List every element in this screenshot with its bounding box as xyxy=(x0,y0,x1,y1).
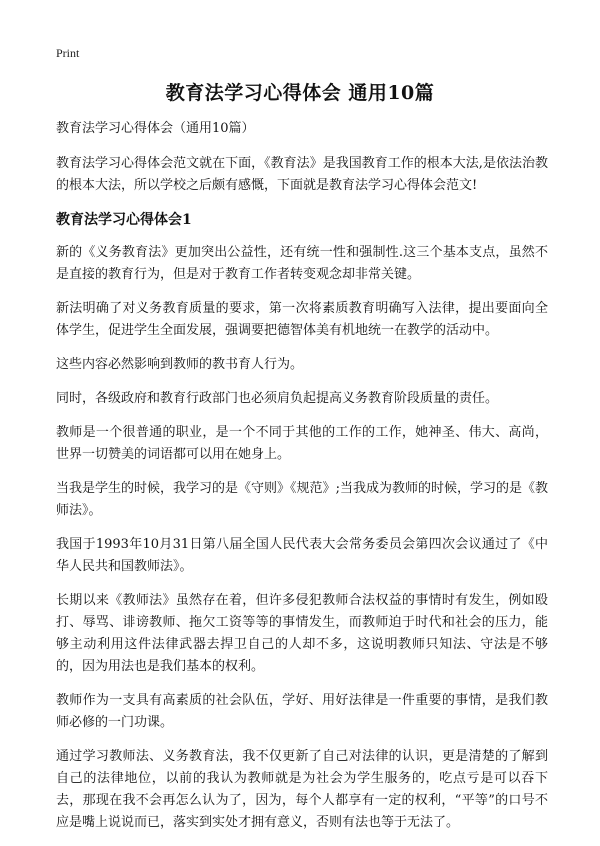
body-paragraph: 教师作为一支具有高素质的社会队伍，学好、用好法律是一件重要的事情，是我们教师必修的一门功课。 xyxy=(56,693,548,730)
body-paragraph: 通过学习教师法、义务教育法，我不仅更新了自己对法律的认识，更是清楚的了解到自己的法律地位，以前的我认为教师就是为社会为学生服务的，吃点亏是可以吞下去，那现在我不会再怎么认为了，因为，每个人都享有一定的权利，“平等”的口号不应是嘴上说说而已，落实到实处才拥有意义，否则有法也等于无法了。 xyxy=(56,749,548,830)
section-heading: 教育法学习心得体会1 xyxy=(56,212,192,228)
intro-paragraph: 教育法学习心得体会范文就在下面，《教育法》是我国教育工作的根本大法,是依法治教的根本大法，所以学校之后颇有感慨，下面就是教育法学习心得体会范文! xyxy=(56,156,548,193)
body-paragraph: 当我是学生的时候，我学习的是《守则》《规范》;当我成为教师的时候，学习的是《教师法》。 xyxy=(56,481,548,518)
body-paragraph: 这些内容必然影响到教师的教书育人行为。 xyxy=(56,357,304,372)
body-paragraph: 教师是一个很普通的职业，是一个不同于其他的工作的工作，她神圣、伟大、高尚，世界一切赞美的词语都可以用在她身上。 xyxy=(56,425,548,462)
article-body xyxy=(56,118,548,846)
body-paragraph: 同时，各级政府和教育行政部门也必须肩负起提高义务教育阶段质量的责任。 xyxy=(56,391,499,406)
body-paragraph: 新的《义务教育法》更加突出公益性，还有统一性和强制性.这三个基本支点，虽然不是直接的教育行为，但是对于教育工作者转变观念却非常关键。 xyxy=(56,245,548,282)
body-paragraph: 新法明确了对义务教育质量的要求，第一次将素质教育明确写入法律，提出要面向全体学生，促进学生全面发展，强调要把德智体美有机地统一在教学的活动中。 xyxy=(56,301,548,338)
print-link[interactable]: Print xyxy=(56,46,80,60)
body-paragraph: 长期以来《教师法》虽然存在着，但许多侵犯教师合法权益的事情时有发生，例如殴打、辱骂、诽谤教师、拖欠工资等等的事情发生，而教师迫于时代和社会的压力，能够主动利用这件法律武器去捍卫自己的人却不多，这说明教师只知法、守法是不够的，因为用法也是我们基本的权利。 xyxy=(56,593,548,674)
body-paragraph: 我国于1993年10月31日第八届全国人民代表大会常务委员会第四次会议通过了《中华人民共和国教师法》。 xyxy=(56,537,548,574)
page-title: 教育法学习心得体会 通用10篇 xyxy=(165,82,435,104)
article-subtitle: 教育法学习心得体会（通用10篇） xyxy=(56,121,255,136)
